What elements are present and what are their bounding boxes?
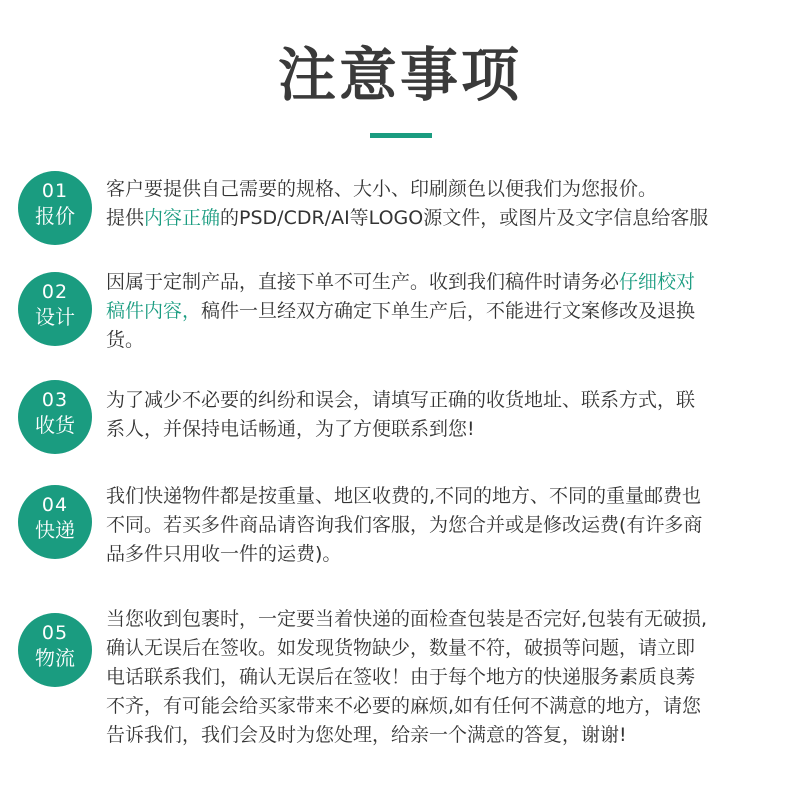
item-badge	[18, 613, 92, 687]
text-segment: 货。	[106, 329, 145, 351]
text-line	[106, 386, 786, 415]
text-line	[106, 692, 786, 721]
highlight-text: 稿件内容，	[106, 300, 202, 322]
text-line	[106, 634, 786, 663]
text-line	[106, 326, 786, 355]
item-label: 报价	[35, 204, 75, 228]
text-segment: 因属于定制产品，直接下单不可生产。收到我们稿件时请务必	[106, 271, 620, 293]
text-segment: 客户要提供自己需要的规格、大小、印刷颜色以便我们为您报价。	[106, 178, 658, 200]
item-number: 04	[41, 494, 69, 516]
text-line	[106, 268, 786, 297]
item-text	[106, 605, 786, 750]
item-text	[106, 268, 786, 355]
text-segment: 电话联系我们，确认无误后在签收！由于每个地方的快递服务素质良莠	[106, 666, 696, 688]
text-segment: 确认无误后在签收。如发现货物缺少，数量不符，破损等问题，请立即	[106, 637, 696, 659]
text-segment: 系人，并保持电话畅通，为了方便联系到您!	[106, 418, 475, 440]
item-label: 设计	[35, 305, 75, 329]
highlight-text: 内容正确	[144, 207, 221, 229]
text-segment: 的PSD/CDR/AI等LOGO源文件，或图片及文字信息给客服	[220, 207, 709, 229]
item-number: 01	[41, 180, 69, 202]
text-line	[106, 415, 786, 444]
text-line	[106, 204, 786, 233]
item-badge	[18, 485, 92, 559]
item-label: 物流	[35, 646, 75, 670]
item-number: 03	[41, 389, 69, 411]
item-label: 快递	[35, 518, 75, 542]
item-badge	[18, 272, 92, 346]
text-line	[106, 663, 786, 692]
text-line	[106, 297, 786, 326]
item-number: 02	[41, 281, 69, 303]
item-label: 收货	[35, 413, 75, 437]
item-text	[106, 482, 786, 569]
text-segment: 我们快递物件都是按重量、地区收费的,不同的地方、不同的重量邮费也	[106, 485, 702, 507]
page-title: 注意事项	[277, 41, 522, 109]
text-segment: 告诉我们，我们会及时为您处理，给亲一个满意的答复，谢谢!	[106, 724, 627, 746]
text-line	[106, 721, 786, 750]
item-text	[106, 175, 786, 233]
item-text	[106, 386, 786, 444]
item-badge	[18, 171, 92, 245]
text-segment: 提供	[106, 207, 145, 229]
text-line	[106, 482, 786, 511]
text-segment: 品多件只用收一件的运费)。	[106, 543, 342, 565]
text-segment: 稿件一旦经双方确定下单生产后，不能进行文案修改及退换	[201, 300, 696, 322]
text-line	[106, 605, 786, 634]
title-underline	[370, 133, 432, 138]
text-line	[106, 175, 786, 204]
highlight-text: 仔细校对	[619, 271, 696, 293]
text-segment: 当您收到包裹时，一定要当着快递的面检查包装是否完好,包装有无破损,	[106, 608, 708, 630]
text-segment: 不同。若买多件商品请咨询我们客服，为您合并或是修改运费(有许多商	[106, 514, 703, 536]
text-segment: 不齐，有可能会给买家带来不必要的麻烦,如有任何不满意的地方，请您	[106, 695, 702, 717]
item-number: 05	[41, 622, 69, 644]
text-line	[106, 511, 786, 540]
text-segment: 为了减少不必要的纠纷和误会，请填写正确的收货地址、联系方式，联	[106, 389, 696, 411]
text-line	[106, 540, 786, 569]
item-badge	[18, 380, 92, 454]
